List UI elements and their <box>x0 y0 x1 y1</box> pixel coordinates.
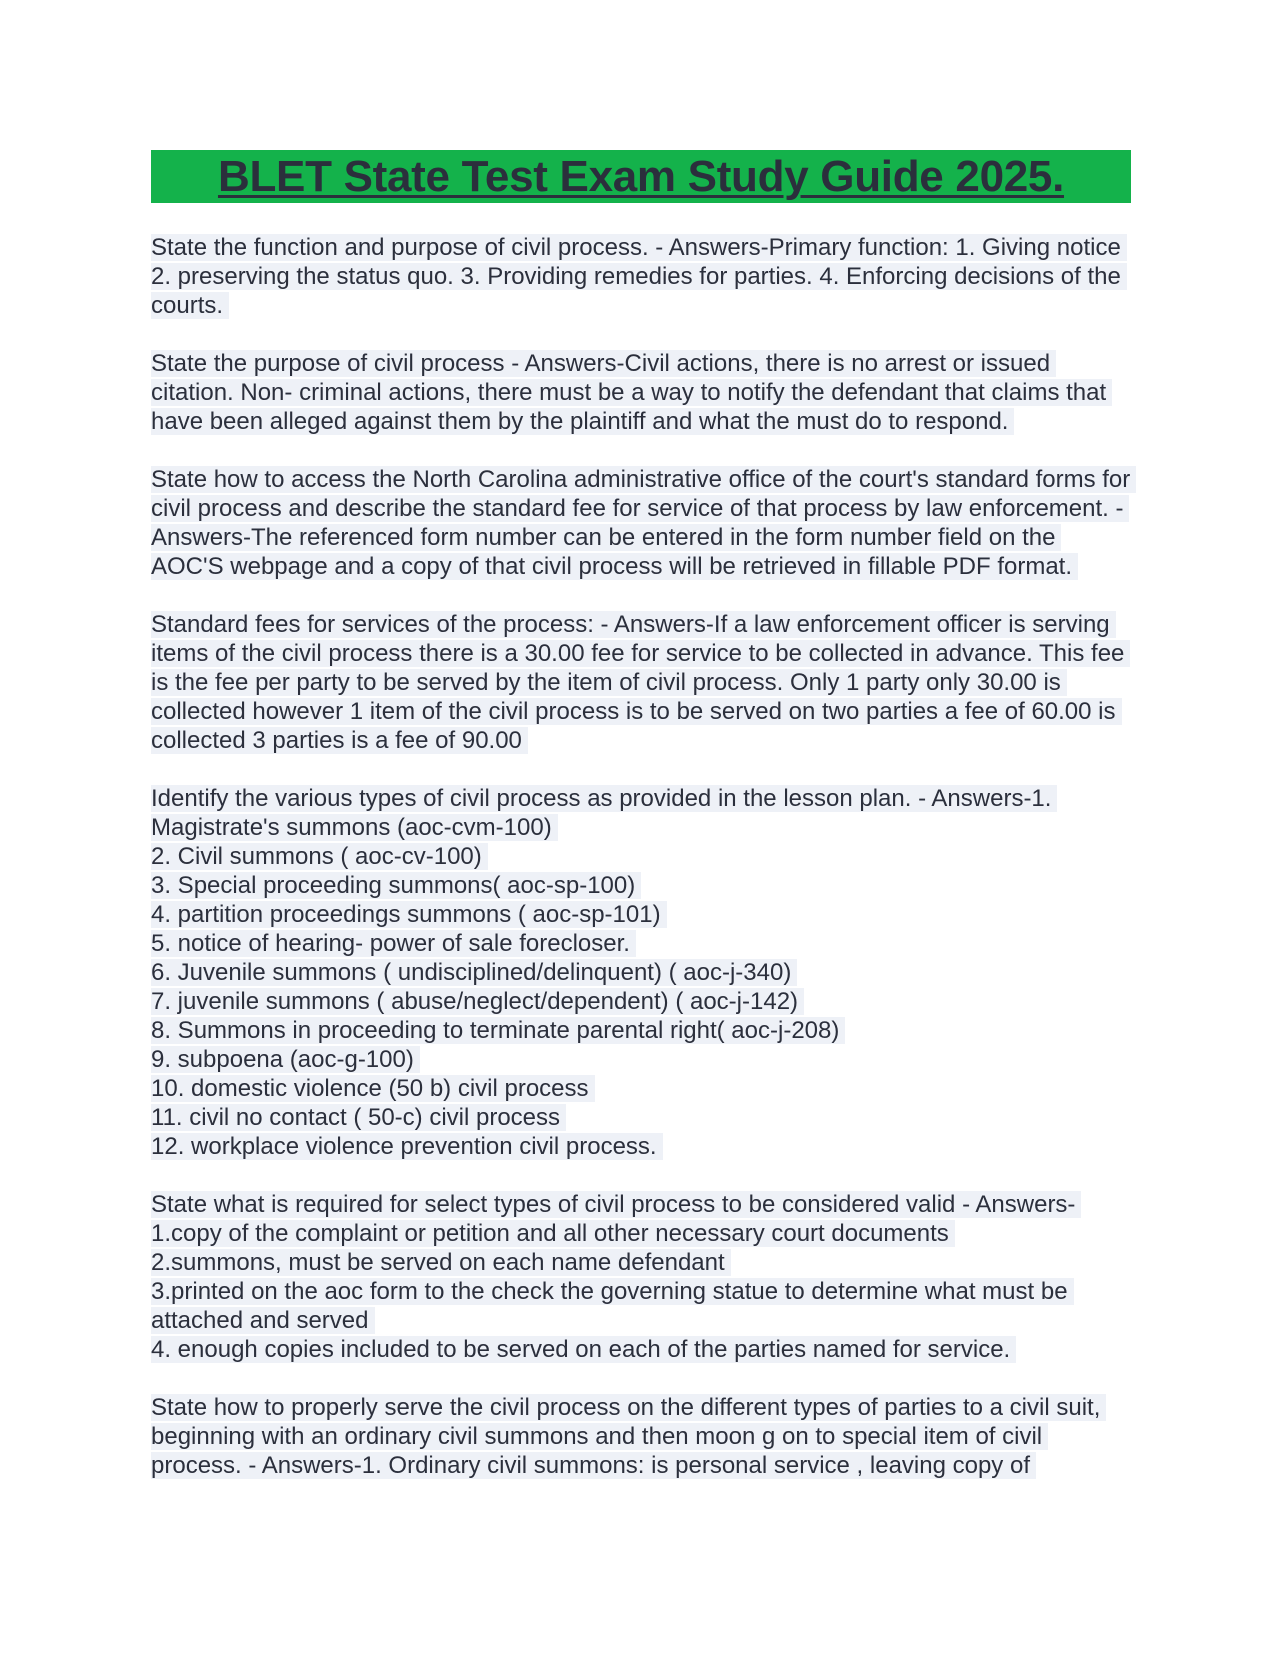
list-item: 2. Civil summons ( aoc-cv-100) <box>151 842 1131 871</box>
document-title: BLET State Test Exam Study Guide 2025. <box>217 152 1065 201</box>
paragraph-serving-process: State how to properly serve the civil process on the different types of parties to a civil suit, beginning with an ordinary civil summons and then moon g on to special item of civil process. - Answers-1. Ordinary civil summons: is personal service , leaving copy of <box>151 1393 1131 1480</box>
list-item: 12. workplace violence prevention civil process. <box>151 1132 1131 1161</box>
list-item: 3.printed on the aoc form to the check the governing statue to determine what must be attached and served <box>151 1277 1131 1335</box>
list-item: 4. partition proceedings summons ( aoc-sp-101) <box>151 900 1131 929</box>
paragraph-function-purpose: State the function and purpose of civil process. - Answers-Primary function: 1. Giving notice 2. preserving the status quo. 3. Providing remedies for parties. 4. Enforcing decisions of the courts. <box>151 233 1131 320</box>
list-item: 7. juvenile summons ( abuse/neglect/dependent) ( aoc-j-142) <box>151 987 1131 1016</box>
list-item: 6. Juvenile summons ( undisciplined/delinquent) ( aoc-j-340) <box>151 958 1131 987</box>
list-item: 5. notice of hearing- power of sale forecloser. <box>151 929 1131 958</box>
types-of-civil-process-block <box>151 784 1131 1161</box>
title-banner <box>151 150 1131 203</box>
paragraph-standard-fees: Standard fees for services of the process: - Answers-If a law enforcement officer is serving items of the civil process there is a 30.00 fee for service to be collected in advance. This fee is the fee per party to be served by the item of civil process. Only 1 party only 30.00 is collected however 1 item of the civil process is to be served on two parties a fee of 60.00 is collected 3 parties is a fee of 90.00 <box>151 610 1131 755</box>
valid-requirements-block <box>151 1190 1131 1364</box>
list-item: 10. domestic violence (50 b) civil process <box>151 1074 1131 1103</box>
paragraph-purpose: State the purpose of civil process - Answers-Civil actions, there is no arrest or issued citation. Non- criminal actions, there must be a way to notify the defendant that claims that have been alleged against them by the plaintiff and what the must do to respond. <box>151 349 1131 436</box>
list-item: 1.copy of the complaint or petition and all other necessary court documents <box>151 1219 1131 1248</box>
list-item: 3. Special proceeding summons( aoc-sp-100) <box>151 871 1131 900</box>
valid-intro: State what is required for select types of civil process to be considered valid - Answers- <box>151 1190 1131 1219</box>
list-item: 2.summons, must be served on each name defendant <box>151 1248 1131 1277</box>
paragraph-access-forms: State how to access the North Carolina administrative office of the court's standard forms for civil process and describe the standard fee for service of that process by law enforcement. - Answers-The referenced form number can be entered in the form number field on the AOC'S webpage and a copy of that civil process will be retrieved in fillable PDF format. <box>151 465 1131 581</box>
list-item: 9. subpoena (aoc-g-100) <box>151 1045 1131 1074</box>
document-page <box>151 150 1131 1509</box>
list-item: 4. enough copies included to be served on each of the parties named for service. <box>151 1335 1131 1364</box>
types-intro: Identify the various types of civil process as provided in the lesson plan. - Answers-1. Magistrate's summons (aoc-cvm-100) <box>151 784 1131 842</box>
list-item: 8. Summons in proceeding to terminate parental right( aoc-j-208) <box>151 1016 1131 1045</box>
list-item: 11. civil no contact ( 50-c) civil process <box>151 1103 1131 1132</box>
